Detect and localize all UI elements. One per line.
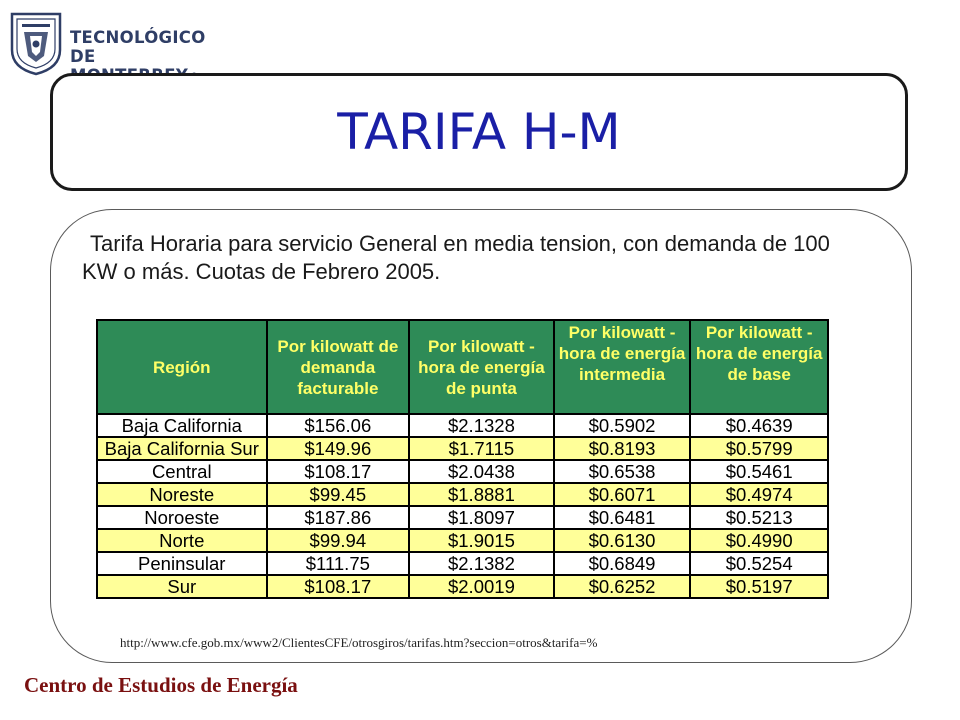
header-intermediate-label: Por kilowatt - hora de energía intermedia <box>558 323 686 384</box>
cell-demand: $99.45 <box>267 483 410 506</box>
cell-peak: $1.7115 <box>409 437 554 460</box>
table-row <box>97 506 828 529</box>
cell-base: $0.4990 <box>690 529 828 552</box>
logo-line-2-text: DE <box>70 47 96 66</box>
cell-region: Baja California <box>97 414 267 437</box>
header-region-label: Región <box>152 357 211 377</box>
header-intermediate <box>554 320 691 414</box>
title-box <box>50 73 908 191</box>
cell-peak: $1.8881 <box>409 483 554 506</box>
header-region <box>97 320 267 414</box>
table-row <box>97 483 828 506</box>
cell-demand: $99.94 <box>267 529 410 552</box>
cell-region: Noroeste <box>97 506 267 529</box>
header-base <box>690 320 828 414</box>
cell-base: $0.5197 <box>690 575 828 598</box>
table-header-row <box>97 320 828 414</box>
tariff-table <box>96 319 829 599</box>
institution-logo <box>8 8 228 78</box>
cell-demand: $149.96 <box>267 437 410 460</box>
cell-intermediate: $0.8193 <box>554 437 691 460</box>
cell-base: $0.5461 <box>690 460 828 483</box>
cell-region: Peninsular <box>97 552 267 575</box>
cell-peak: $2.0019 <box>409 575 554 598</box>
cell-region: Central <box>97 460 267 483</box>
cell-intermediate: $0.6849 <box>554 552 691 575</box>
cell-base: $0.4639 <box>690 414 828 437</box>
table-row <box>97 552 828 575</box>
header-peak <box>409 320 554 414</box>
cell-intermediate: $0.5902 <box>554 414 691 437</box>
cell-region: Sur <box>97 575 267 598</box>
cell-demand: $156.06 <box>267 414 410 437</box>
cell-peak: $2.0438 <box>409 460 554 483</box>
cell-demand: $108.17 <box>267 575 410 598</box>
cell-base: $0.5799 <box>690 437 828 460</box>
table-row <box>97 414 828 437</box>
cell-intermediate: $0.6538 <box>554 460 691 483</box>
cell-region: Noreste <box>97 483 267 506</box>
header-base-label: Por kilowatt - hora de energía de base <box>695 323 823 384</box>
cell-region: Baja California Sur <box>97 437 267 460</box>
table-row <box>97 529 828 552</box>
cell-intermediate: $0.6481 <box>554 506 691 529</box>
cell-demand: $187.86 <box>267 506 410 529</box>
cell-base: $0.4974 <box>690 483 828 506</box>
header-demand-label: Por kilowatt de demanda facturable <box>277 336 399 398</box>
cell-peak: $1.8097 <box>409 506 554 529</box>
cell-demand: $111.75 <box>267 552 410 575</box>
header-peak-label: Por kilowatt - hora de energía de punta <box>418 336 545 398</box>
cell-demand: $108.17 <box>267 460 410 483</box>
institutional-seal-icon <box>8 10 64 76</box>
slide-subtitle: Tarifa Horaria para servicio General en media tension, con demanda de 100 KW o más. Cuotas de Febrero 2005. <box>82 231 830 284</box>
table-row <box>97 437 828 460</box>
logo-line-1: TECNOLÓGICO <box>70 28 206 47</box>
source-url: http://www.cfe.gob.mx/www2/ClientesCFE/otrosgiros/tarifas.htm?seccion=otros&tarifa=% <box>120 635 598 650</box>
cell-peak: $2.1382 <box>409 552 554 575</box>
cell-intermediate: $0.6252 <box>554 575 691 598</box>
slide-title: TARIFA H-M <box>337 103 621 161</box>
cell-base: $0.5213 <box>690 506 828 529</box>
table-row <box>97 575 828 598</box>
cell-base: $0.5254 <box>690 552 828 575</box>
cell-intermediate: $0.6130 <box>554 529 691 552</box>
cell-peak: $2.1328 <box>409 414 554 437</box>
cell-intermediate: $0.6071 <box>554 483 691 506</box>
cell-peak: $1.9015 <box>409 529 554 552</box>
cell-region: Norte <box>97 529 267 552</box>
footer-institution: Centro de Estudios de Energía <box>24 673 298 697</box>
table-row <box>97 460 828 483</box>
header-demand <box>267 320 410 414</box>
